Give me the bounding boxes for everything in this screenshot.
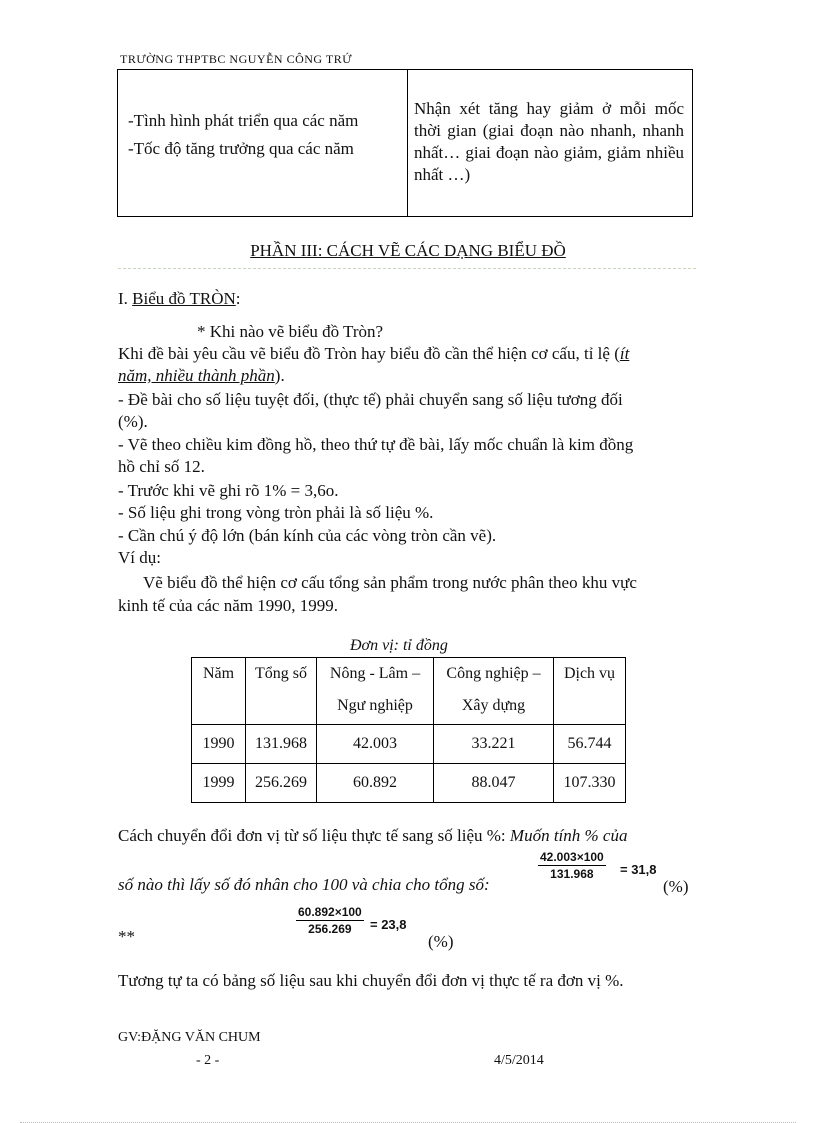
conversion-text: Cách chuyển đổi đơn vị từ số liệu thực tế sang số liệu %: [118,826,510,845]
footer-date: 4/5/2014 [494,1053,544,1068]
question: * Khi nào vẽ biểu đồ Tròn? [197,322,384,341]
criteria-cell [118,70,408,217]
fraction-denominator: 131.968 [550,867,594,881]
conversion-line-1 [118,825,627,847]
table-row [192,725,626,764]
divider [118,268,696,269]
fraction [538,850,606,881]
intro-end: ). [274,366,285,385]
fraction-2 [296,905,364,938]
header-services: Dịch vụ [554,658,626,725]
header-line: Ngư nghiệp [337,697,413,714]
similar-text: Tương tự ta có bảng số liệu sau khi chuyển đổi đơn vị thực tế ra đơn vị %. [118,971,624,990]
criteria-line: -Tốc độ tăng trưởng qua các năm [128,139,354,158]
percent-label: (%) [428,932,454,951]
rule-line: hồ chỉ số 12. [118,457,205,476]
subsection-heading [118,288,240,310]
rule-line: - Vẽ theo chiều kim đồng hồ, theo thứ tự đề bài, lấy mốc chuẩn là kim đồng [118,435,634,454]
intro-line-1 [118,343,629,365]
fraction-numerator: 42.003×100 [540,850,604,864]
fraction-1 [538,850,606,883]
header-total: Tổng số [246,658,317,725]
cell: 88.047 [434,764,554,803]
example-text: Vẽ biểu đồ thể hiện cơ cấu tổng sản phẩm trong nước phân theo khu vực [143,573,637,592]
rule-line: - Trước khi vẽ ghi rõ 1% = 3,6o. [118,481,339,500]
example-label: Ví dụ: [118,548,161,567]
intro-line-2 [118,365,285,387]
cell: 33.221 [434,725,554,764]
fraction-numerator: 60.892×100 [298,905,362,919]
header-line: Nông - Lâm – [329,665,421,682]
header-agriculture [317,658,434,725]
section-title: PHẦN III: CÁCH VẼ CÁC DẠNG BIỂU ĐỒ [250,241,566,260]
unit-caption: Đơn vị: tỉ đồng [350,637,448,654]
rule-line: - Số liệu ghi trong vòng tròn phải là số liệu %. [118,503,434,522]
intro-italic: năm, nhiều thành phần [118,366,275,385]
rule-line: - Đề bài cho số liệu tuyệt đối, (thực tế) phải chuyển sang số liệu tương đối [118,390,623,409]
gdp-table [191,657,626,803]
fraction [296,905,364,936]
page-header: TRƯỜNG THPTBC NGUYỄN CÔNG TRỨ [120,52,353,66]
percent-label: (%) [663,877,689,896]
fraction-result: = 31,8 [620,862,657,877]
cell: 1990 [192,725,246,764]
cell: 42.003 [317,725,434,764]
cell: 1999 [192,764,246,803]
cell: 131.968 [246,725,317,764]
cell: 107.330 [554,764,626,803]
table-row [192,764,626,803]
rule-line: - Cần chú ý độ lớn (bán kính của các vòng tròn cần vẽ). [118,526,497,545]
header-line: Xây dựng [461,697,526,714]
conversion-line-2 [118,874,490,896]
intro-text: Khi đề bài yêu cầu vẽ biểu đồ Tròn hay biểu đồ cần thể hiện cơ cấu, tỉ lệ ( [118,344,620,363]
footer-page: - 2 - [196,1053,220,1068]
fraction-denominator: 256.269 [308,922,352,936]
header-industry [434,658,554,725]
fraction-result: = 23,8 [370,917,407,932]
header-line: Công nghiệp – [446,665,541,682]
criteria-line: -Tình hình phát triển qua các năm [128,111,359,130]
cell: 60.892 [317,764,434,803]
cell: 56.744 [554,725,626,764]
subsection-suffix: : [235,289,241,308]
comment-cell: Nhận xét tăng hay giảm ở mỗi mốc thời gian (giai đoạn nào nhanh, nhanh nhất… giai đoạn nào giảm, giảm nhiều nhất …) [408,70,693,217]
cell: 256.269 [246,764,317,803]
subsection-title: Biểu đồ TRÒN [132,289,236,308]
table-row [118,70,693,217]
footer-author: GV:ĐẶNG VĂN CHUM [118,1030,261,1045]
conversion-italic: Muốn tính % của [509,826,628,845]
header-year: Năm [192,658,246,725]
intro-italic: ít [619,344,630,363]
conversion-italic: số nào thì lấy số đó nhân cho 100 và chia cho tổng số: [118,875,490,894]
example-text: kinh tế của các năm 1990, 1999. [118,596,338,615]
subsection-prefix: I. [118,289,133,308]
table-header-row [192,658,626,725]
criteria-table [117,69,693,217]
rule-line: (%). [118,412,148,431]
stars: ** [118,927,135,946]
